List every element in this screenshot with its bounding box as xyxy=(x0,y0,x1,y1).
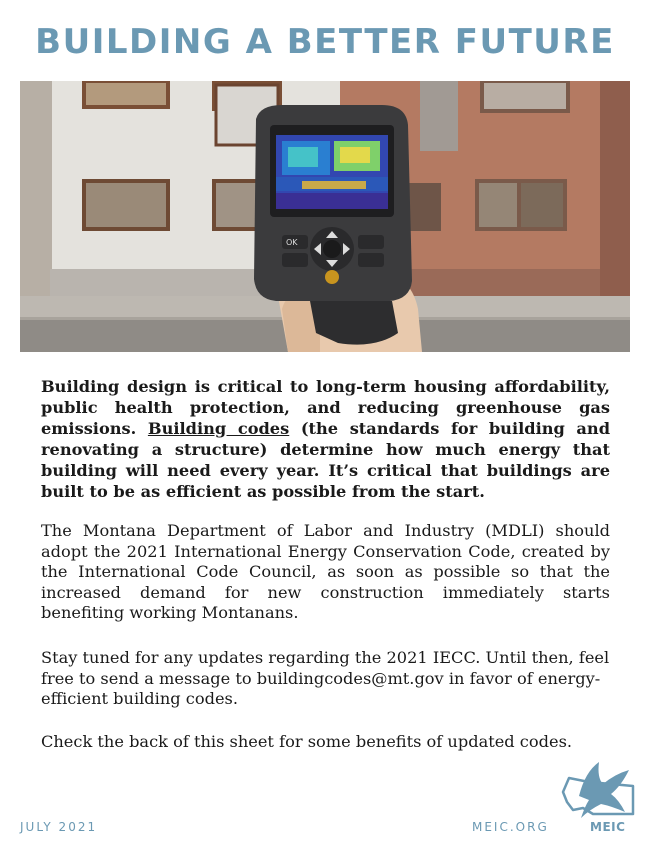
hero-image-thermal-camera xyxy=(20,81,630,352)
footer-date: JULY 2021 xyxy=(20,820,98,834)
updates-paragraph: Stay tuned for any updates regarding the 2021 IECC. Until then, feel free to send a message to buildingcodes@mt.gov in favor of energy-efficient building codes. xyxy=(41,648,610,708)
mdli-paragraph: The Montana Department of Labor and Industry (MDLI) should adopt the 2021 International Energy Conservation Code, created by the International Code Council, as soon as possible so that the increased demand for new construction immediately starts benefiting working Montanans. xyxy=(41,521,610,622)
footer-website[interactable]: MEIC.ORG xyxy=(472,820,549,834)
camera-ok-label: OK xyxy=(286,238,298,247)
intro-text-start: Building design is critical to long-term housing affordability, public health protection, and reducing greenhouse gas emissions. xyxy=(41,377,610,438)
page-title: BUILDING A BETTER FUTURE xyxy=(35,22,615,62)
intro-text-end: (the standards for building and renovating a structure) determine how much energy that building will need every year. It’s critical that buildings are built to be as efficient as possible from the start. xyxy=(41,419,611,501)
building-codes-link[interactable]: Building codes xyxy=(147,419,290,438)
back-sheet-paragraph: Check the back of this sheet for some benefits of updated codes. xyxy=(41,732,573,751)
intro-paragraph xyxy=(41,376,610,502)
logo-text: MEIC xyxy=(590,820,626,834)
